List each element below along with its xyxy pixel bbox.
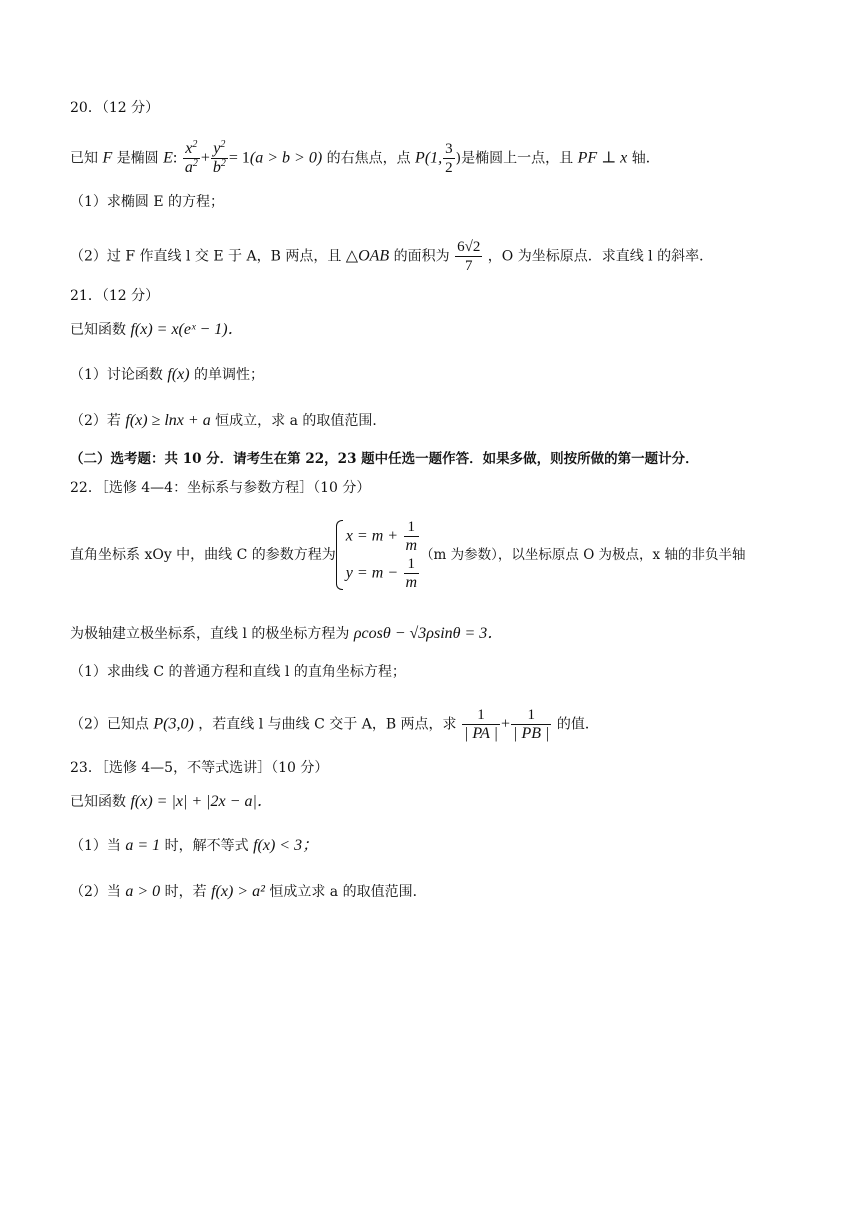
q20-header: 20．（12 分） (70, 100, 160, 116)
q22-frac-pb: $\frac{1}{| PB |}$ (513, 707, 550, 742)
q20-stem-F: F (102, 149, 113, 167)
q20-axis-word: 轴． (631, 150, 660, 167)
q21-part1-post: 的单调性； (194, 367, 265, 383)
q22-part2: （2）已知点 P(3,0) ，若直线 l 与曲线 C 交于 A，B 两点，求 $\frac{1}{| PA |}$ + $\frac{1}{| PB |}$ 的值． (70, 707, 599, 742)
q20-part2 (70, 238, 713, 275)
q20-part2-tri: △OAB (345, 247, 390, 265)
q22-line2-pre: 为极轴建立极坐标系，直线 l 的极坐标方程为 (70, 626, 350, 642)
q20-area-frac: $\frac{6√2}{7}$ (457, 239, 481, 274)
q20-ellipse-frac-x: $\frac{x^2}{a^2}$ (184, 139, 198, 176)
q23-part1-ineq: f(x) < 3； (253, 837, 319, 854)
q22-header: 22．［选修 4—4：坐标系与参数方程］（10 分） (70, 480, 371, 496)
q21-part2-ineq: f(x) ≥ lnx + a (125, 412, 211, 429)
q23-part2 (70, 882, 427, 902)
q21-stem-func: f(x) = x(eˣ − 1)． (130, 321, 244, 338)
q22-part2-pre: （2）已知点 (70, 716, 149, 733)
q23-part1-cond: a = 1 (125, 837, 161, 854)
q23-header: 23．［选修 4—5，不等式选讲］（10 分） (70, 760, 329, 776)
q20-part2-pre: （2）过 F 作直线 l 交 E 于 A，B 两点，且 (70, 248, 342, 265)
q20-stem: 已知 F 是椭圆 E: $\frac{x^2}{a^2}$ + $\frac{y^2}{b^2}$ = 1(a > b > 0) 的右焦点，点 P(1, $\frac{3}{2}$ )是椭圆上一点，且 PF ⊥ x 轴． (70, 139, 660, 176)
q20-stem-tail: )是椭圆上一点，且 (455, 150, 574, 167)
q23-part2-pre: （2）当 (70, 884, 121, 900)
q22-eq1: x = m + (345, 527, 399, 545)
q23-stem-pre: 已知函数 (70, 794, 126, 810)
q23-part1-mid: 时，解不等式 (164, 838, 249, 854)
elective-note: （二）选考题：共 10 分．请考生在第 22，23 题中任选一题作答．如果多做，则按所做的第一题计分． (70, 451, 699, 467)
q23-stem-func: f(x) = |x| + |2x − a|． (130, 793, 273, 810)
q22-part2-post: 的值． (556, 716, 599, 733)
q22-part1: （1）求曲线 C 的普通方程和直线 l 的直角坐标方程； (70, 664, 406, 680)
q21-part1 (70, 365, 264, 385)
q20-ellipse-cond: (a > b > 0) (249, 149, 323, 167)
q22-eq2: y = m − (345, 564, 399, 582)
q23-part1-pre: （1）当 (70, 838, 121, 854)
q22-polar-eq: ρcosθ − √3ρsinθ = 3． (353, 625, 504, 642)
q21-header: 21．（12 分） (70, 288, 160, 304)
q22-frac-pa: $\frac{1}{| PA |}$ (464, 707, 499, 742)
q20-stem-focus: 的右焦点，点 (326, 150, 411, 167)
q20-part1: （1）求椭圆 E 的方程； (70, 194, 225, 210)
q22-param-system: x = m + $\frac{1}{m}$ y = m − $\frac{1}{m}$ (336, 518, 420, 592)
q21-stem-pre: 已知函数 (70, 322, 126, 338)
q23-part2-mid: 时，若 (164, 884, 207, 900)
q20-stem-intro: 已知 (70, 150, 98, 167)
q20-ellipse-label: E (163, 149, 173, 167)
q21-part2-post: 恒成立，求 a 的取值范围． (215, 413, 387, 429)
q22-part2-mid: ，若直线 l 与曲线 C 交于 A，B 两点，求 (198, 716, 457, 733)
q20-part2-area: 的面积为 (393, 248, 450, 265)
q20-point-frac: $\frac{3}{2}$ (445, 141, 453, 176)
q23-part2-ineq: f(x) > a² (211, 883, 265, 900)
q20-stem-mid: 是椭圆 (116, 150, 159, 167)
q22-line2 (70, 624, 503, 644)
q20-part2-post: ，O 为坐标原点．求直线 l 的斜率． (487, 248, 714, 265)
q21-part2 (70, 411, 386, 431)
q23-part2-cond: a > 0 (125, 883, 161, 900)
q21-part1-func: f(x) (167, 366, 190, 383)
q21-stem (70, 320, 244, 340)
q21-part1-pre: （1）讨论函数 (70, 367, 163, 383)
q22-part2-point: P(3,0) (153, 715, 194, 733)
q22-stem-post: （m 为参数），以坐标原点 O 为极点，x 轴的非负半轴 (420, 547, 746, 563)
q22-stem-pre: 直角坐标系 xOy 中，曲线 C 的参数方程为 (70, 547, 336, 563)
q20-perp: PF ⊥ x (577, 149, 628, 167)
q21-part2-pre: （2）若 (70, 413, 121, 429)
q23-part1 (70, 836, 318, 856)
q23-stem (70, 792, 273, 812)
q20-ellipse-frac-y: $\frac{y^2}{b^2}$ (212, 139, 226, 176)
q22-stem (70, 510, 745, 600)
q20-point-P: P(1, (415, 149, 443, 167)
q23-part2-post: 恒成立求 a 的取值范围． (269, 884, 427, 900)
